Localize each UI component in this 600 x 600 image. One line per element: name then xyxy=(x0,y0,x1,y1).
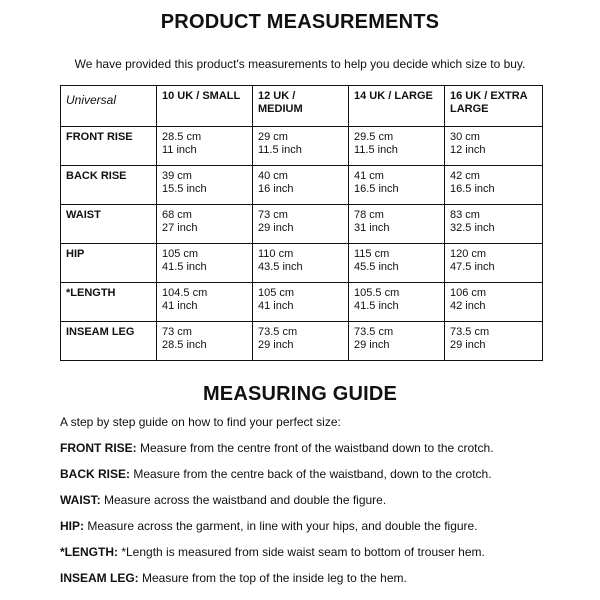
table-cell xyxy=(445,205,543,244)
cm-value: 68 cm xyxy=(162,209,192,221)
column-header-line: 12 UK / xyxy=(258,90,296,102)
inch-value: 11.5 inch xyxy=(258,144,302,156)
row-label: BACK RISE xyxy=(61,166,157,205)
inch-value: 27 inch xyxy=(162,222,198,234)
inch-value: 29 inch xyxy=(258,222,294,234)
cm-value: 106 cm xyxy=(450,287,487,299)
table-cell xyxy=(253,166,349,205)
table-cell xyxy=(253,283,349,322)
row-label: FRONT RISE xyxy=(61,127,157,166)
table-cell xyxy=(157,205,253,244)
inch-value: 41.5 inch xyxy=(162,261,207,273)
guide-description: Measure across the garment, in line with your hips, and double the figure. xyxy=(84,519,478,533)
table-cell xyxy=(445,244,543,283)
column-header xyxy=(157,86,253,127)
cm-value: 73.5 cm xyxy=(354,326,394,338)
column-header xyxy=(253,86,349,127)
inch-value: 42 inch xyxy=(450,300,486,312)
inch-value: 29 inch xyxy=(450,339,486,351)
cm-value: 78 cm xyxy=(354,209,384,221)
table-cell xyxy=(253,322,349,361)
table-cell xyxy=(157,322,253,361)
cm-value: 110 cm xyxy=(258,248,294,260)
guide-description: Measure from the centre front of the waistband down to the crotch. xyxy=(136,441,494,455)
cm-value: 73 cm xyxy=(162,326,192,338)
table-cell xyxy=(349,127,445,166)
table-cell xyxy=(253,127,349,166)
inch-value: 29 inch xyxy=(354,339,390,351)
column-header-line: LARGE xyxy=(450,103,489,115)
table-header-row xyxy=(61,86,543,127)
guide-item xyxy=(60,467,492,481)
inch-value: 11.5 inch xyxy=(354,144,398,156)
row-label: INSEAM LEG xyxy=(61,322,157,361)
guide-item xyxy=(60,545,485,559)
table-row xyxy=(61,166,543,205)
column-header-line: 10 UK / SMALL xyxy=(162,90,241,102)
inch-value: 16 inch xyxy=(258,183,294,195)
table-cell xyxy=(349,205,445,244)
inch-value: 12 inch xyxy=(450,144,486,156)
inch-value: 32.5 inch xyxy=(450,222,495,234)
inch-value: 29 inch xyxy=(258,339,294,351)
column-header-line: 16 UK / EXTRA xyxy=(450,90,528,102)
inch-value: 31 inch xyxy=(354,222,390,234)
guide-term: *LENGTH: xyxy=(60,545,118,559)
table-row xyxy=(61,283,543,322)
table-cell xyxy=(157,244,253,283)
table-row xyxy=(61,244,543,283)
cm-value: 104.5 cm xyxy=(162,287,208,299)
cm-value: 28.5 cm xyxy=(162,131,202,143)
guide-description: Measure across the waistband and double the figure. xyxy=(100,493,387,507)
guide-term: FRONT RISE: xyxy=(60,441,137,455)
inch-value: 28.5 inch xyxy=(162,339,207,351)
cm-value: 115 cm xyxy=(354,248,390,260)
table-row xyxy=(61,127,543,166)
guide-item xyxy=(60,441,494,455)
column-header-line: 14 UK / LARGE xyxy=(354,90,433,102)
intro-text: We have provided this product's measurements to help you decide which size to buy. xyxy=(74,57,526,71)
size-table xyxy=(60,85,543,361)
cm-value: 73.5 cm xyxy=(450,326,490,338)
table-cell xyxy=(349,166,445,205)
guide-description: Measure from the top of the inside leg to the hem. xyxy=(138,571,407,585)
table-cell xyxy=(445,166,543,205)
inch-value: 41 inch xyxy=(162,300,198,312)
table-cell xyxy=(349,322,445,361)
table-cell xyxy=(157,283,253,322)
inch-value: 45.5 inch xyxy=(354,261,399,273)
column-header xyxy=(349,86,445,127)
cm-value: 40 cm xyxy=(258,170,288,182)
table-cell xyxy=(349,283,445,322)
table-cell xyxy=(157,127,253,166)
table-cell xyxy=(445,283,543,322)
corner-label: Universal xyxy=(61,86,157,127)
guide-term: HIP: xyxy=(60,519,84,533)
cm-value: 73.5 cm xyxy=(258,326,298,338)
inch-value: 41.5 inch xyxy=(354,300,399,312)
guide-item xyxy=(60,571,407,585)
inch-value: 47.5 inch xyxy=(450,261,495,273)
cm-value: 29.5 cm xyxy=(354,131,394,143)
cm-value: 120 cm xyxy=(450,248,487,260)
inch-value: 43.5 inch xyxy=(258,261,303,273)
row-label: WAIST xyxy=(61,205,157,244)
cm-value: 42 cm xyxy=(450,170,480,182)
row-label: HIP xyxy=(61,244,157,283)
guide-description: Measure from the centre back of the waistband, down to the crotch. xyxy=(130,467,492,481)
guide-item xyxy=(60,519,478,533)
inch-value: 15.5 inch xyxy=(162,183,207,195)
cm-value: 105.5 cm xyxy=(354,287,400,299)
guide-term: BACK RISE: xyxy=(60,467,131,481)
cm-value: 39 cm xyxy=(162,170,192,182)
cm-value: 105 cm xyxy=(258,287,295,299)
guide-term: INSEAM LEG: xyxy=(60,571,139,585)
column-header-line: MEDIUM xyxy=(258,103,303,115)
row-label: *LENGTH xyxy=(61,283,157,322)
table-cell xyxy=(445,322,543,361)
inch-value: 11 inch xyxy=(162,144,197,156)
guide-description: *Length is measured from side waist seam to bottom of trouser hem. xyxy=(118,545,485,559)
table-row xyxy=(61,322,543,361)
table-cell xyxy=(157,166,253,205)
guide-term: WAIST: xyxy=(60,493,101,507)
table-cell xyxy=(445,127,543,166)
table-cell xyxy=(253,244,349,283)
cm-value: 83 cm xyxy=(450,209,480,221)
guide-item xyxy=(60,493,386,507)
cm-value: 29 cm xyxy=(258,131,288,143)
column-header xyxy=(445,86,543,127)
cm-value: 41 cm xyxy=(354,170,384,182)
inch-value: 41 inch xyxy=(258,300,294,312)
table-row xyxy=(61,205,543,244)
guide-intro: A step by step guide on how to find your perfect size: xyxy=(60,415,341,429)
table-cell xyxy=(349,244,445,283)
inch-value: 16.5 inch xyxy=(354,183,399,195)
cm-value: 30 cm xyxy=(450,131,480,143)
cm-value: 73 cm xyxy=(258,209,288,221)
table-cell xyxy=(253,205,349,244)
inch-value: 16.5 inch xyxy=(450,183,495,195)
page-title: PRODUCT MEASUREMENTS xyxy=(160,11,440,33)
cm-value: 105 cm xyxy=(162,248,199,260)
guide-title: MEASURING GUIDE xyxy=(202,383,398,405)
